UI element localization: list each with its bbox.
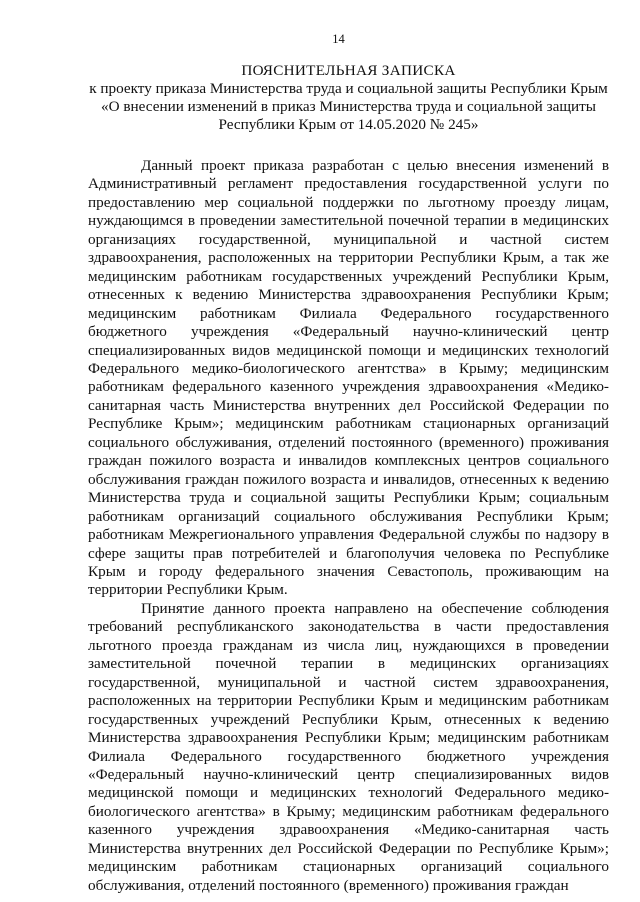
document-heading bbox=[88, 62, 609, 134]
page-number: 14 bbox=[332, 32, 345, 46]
heading-spacer bbox=[88, 134, 609, 157]
subtitle-line: к проекту приказа Министерства труда и социальной защиты Республики Крым bbox=[89, 80, 608, 97]
subtitle-line: «О внесении изменений в приказ Министерства труда и социальной защиты bbox=[101, 98, 596, 115]
subtitle-line: Республики Крым от 14.05.2020 № 245» bbox=[218, 116, 479, 133]
paragraph: Данный проект приказа разработан с целью внесения изменений в Административный регламент предоставления государственной услуги по предоставлению мер социальной поддержки по льготному проезду лицам, нуждающимся в проведении заместительной почечной терапии в медицинских организациях государственной, муниципальной и частной систем здравоохранения, расположенных на территории Республики Крым, а так же медицинским работникам государственных учреждений Республики Крым, отнесенных к ведению Министерства здравоохранения Республики Крым; медицинским работникам Филиала Федерального государственного бюджетного учреждения «Федеральный научно-клинический центр специализированных видов медицинской помощи и медицинских технологий Федерального медико-биологического агентства» в Крыму; медицинским работникам федерального казенного учреждения здравоохранения «Медико-санитарная часть Министерства внутренних дел Российской Федерации по Республике Крым»; медицинским работникам стационарных организаций социального обслуживания, отделений постоянного (временного) проживания граждан пожилого возраста и инвалидов комплексных центров социального обслуживания граждан пожилого возраста и инвалидов, отнесенных к ведению Министерства труда и социальной защиты Республики Крым; социальным работникам организаций социального обслуживания Республики Крым; работникам Межрегионального управления Федеральной службы по надзору в сфере защиты прав потребителей и благополучия человека по Республике Крым и городу федерального значения Севастополь, проживающим на территории Республики Крым. bbox=[88, 157, 609, 599]
document-title: ПОЯСНИТЕЛЬНАЯ ЗАПИСКА bbox=[241, 62, 456, 79]
paragraph: Принятие данного проекта направлено на обеспечение соблюдения требований республиканского законодательства в части предоставления льготного проезда гражданам из числа лиц, нуждающихся в проведении заместительной почечной терапии в медицинских организациях государственной, муниципальной и частной систем здравоохранения, расположенных на территории Республики Крым и медицинским работникам государственных учреждений Республики Крым, отнесенных к ведению Министерства здравоохранения Республики Крым; медицинским работникам Филиала Федерального государственного бюджетного учреждения «Федеральный научно-клинический центр специализированных видов медицинской помощи и медицинских технологий Федерального медико-биологического агентства» в Крыму; медицинским работникам федерального казенного учреждения здравоохранения «Медико-санитарная часть Министерства внутренних дел Российской Федерации по Республике Крым»; медицинским работникам стационарных организаций социального обслуживания, отделений постоянного (временного) проживания граждан bbox=[88, 599, 609, 894]
document-body bbox=[88, 157, 609, 895]
